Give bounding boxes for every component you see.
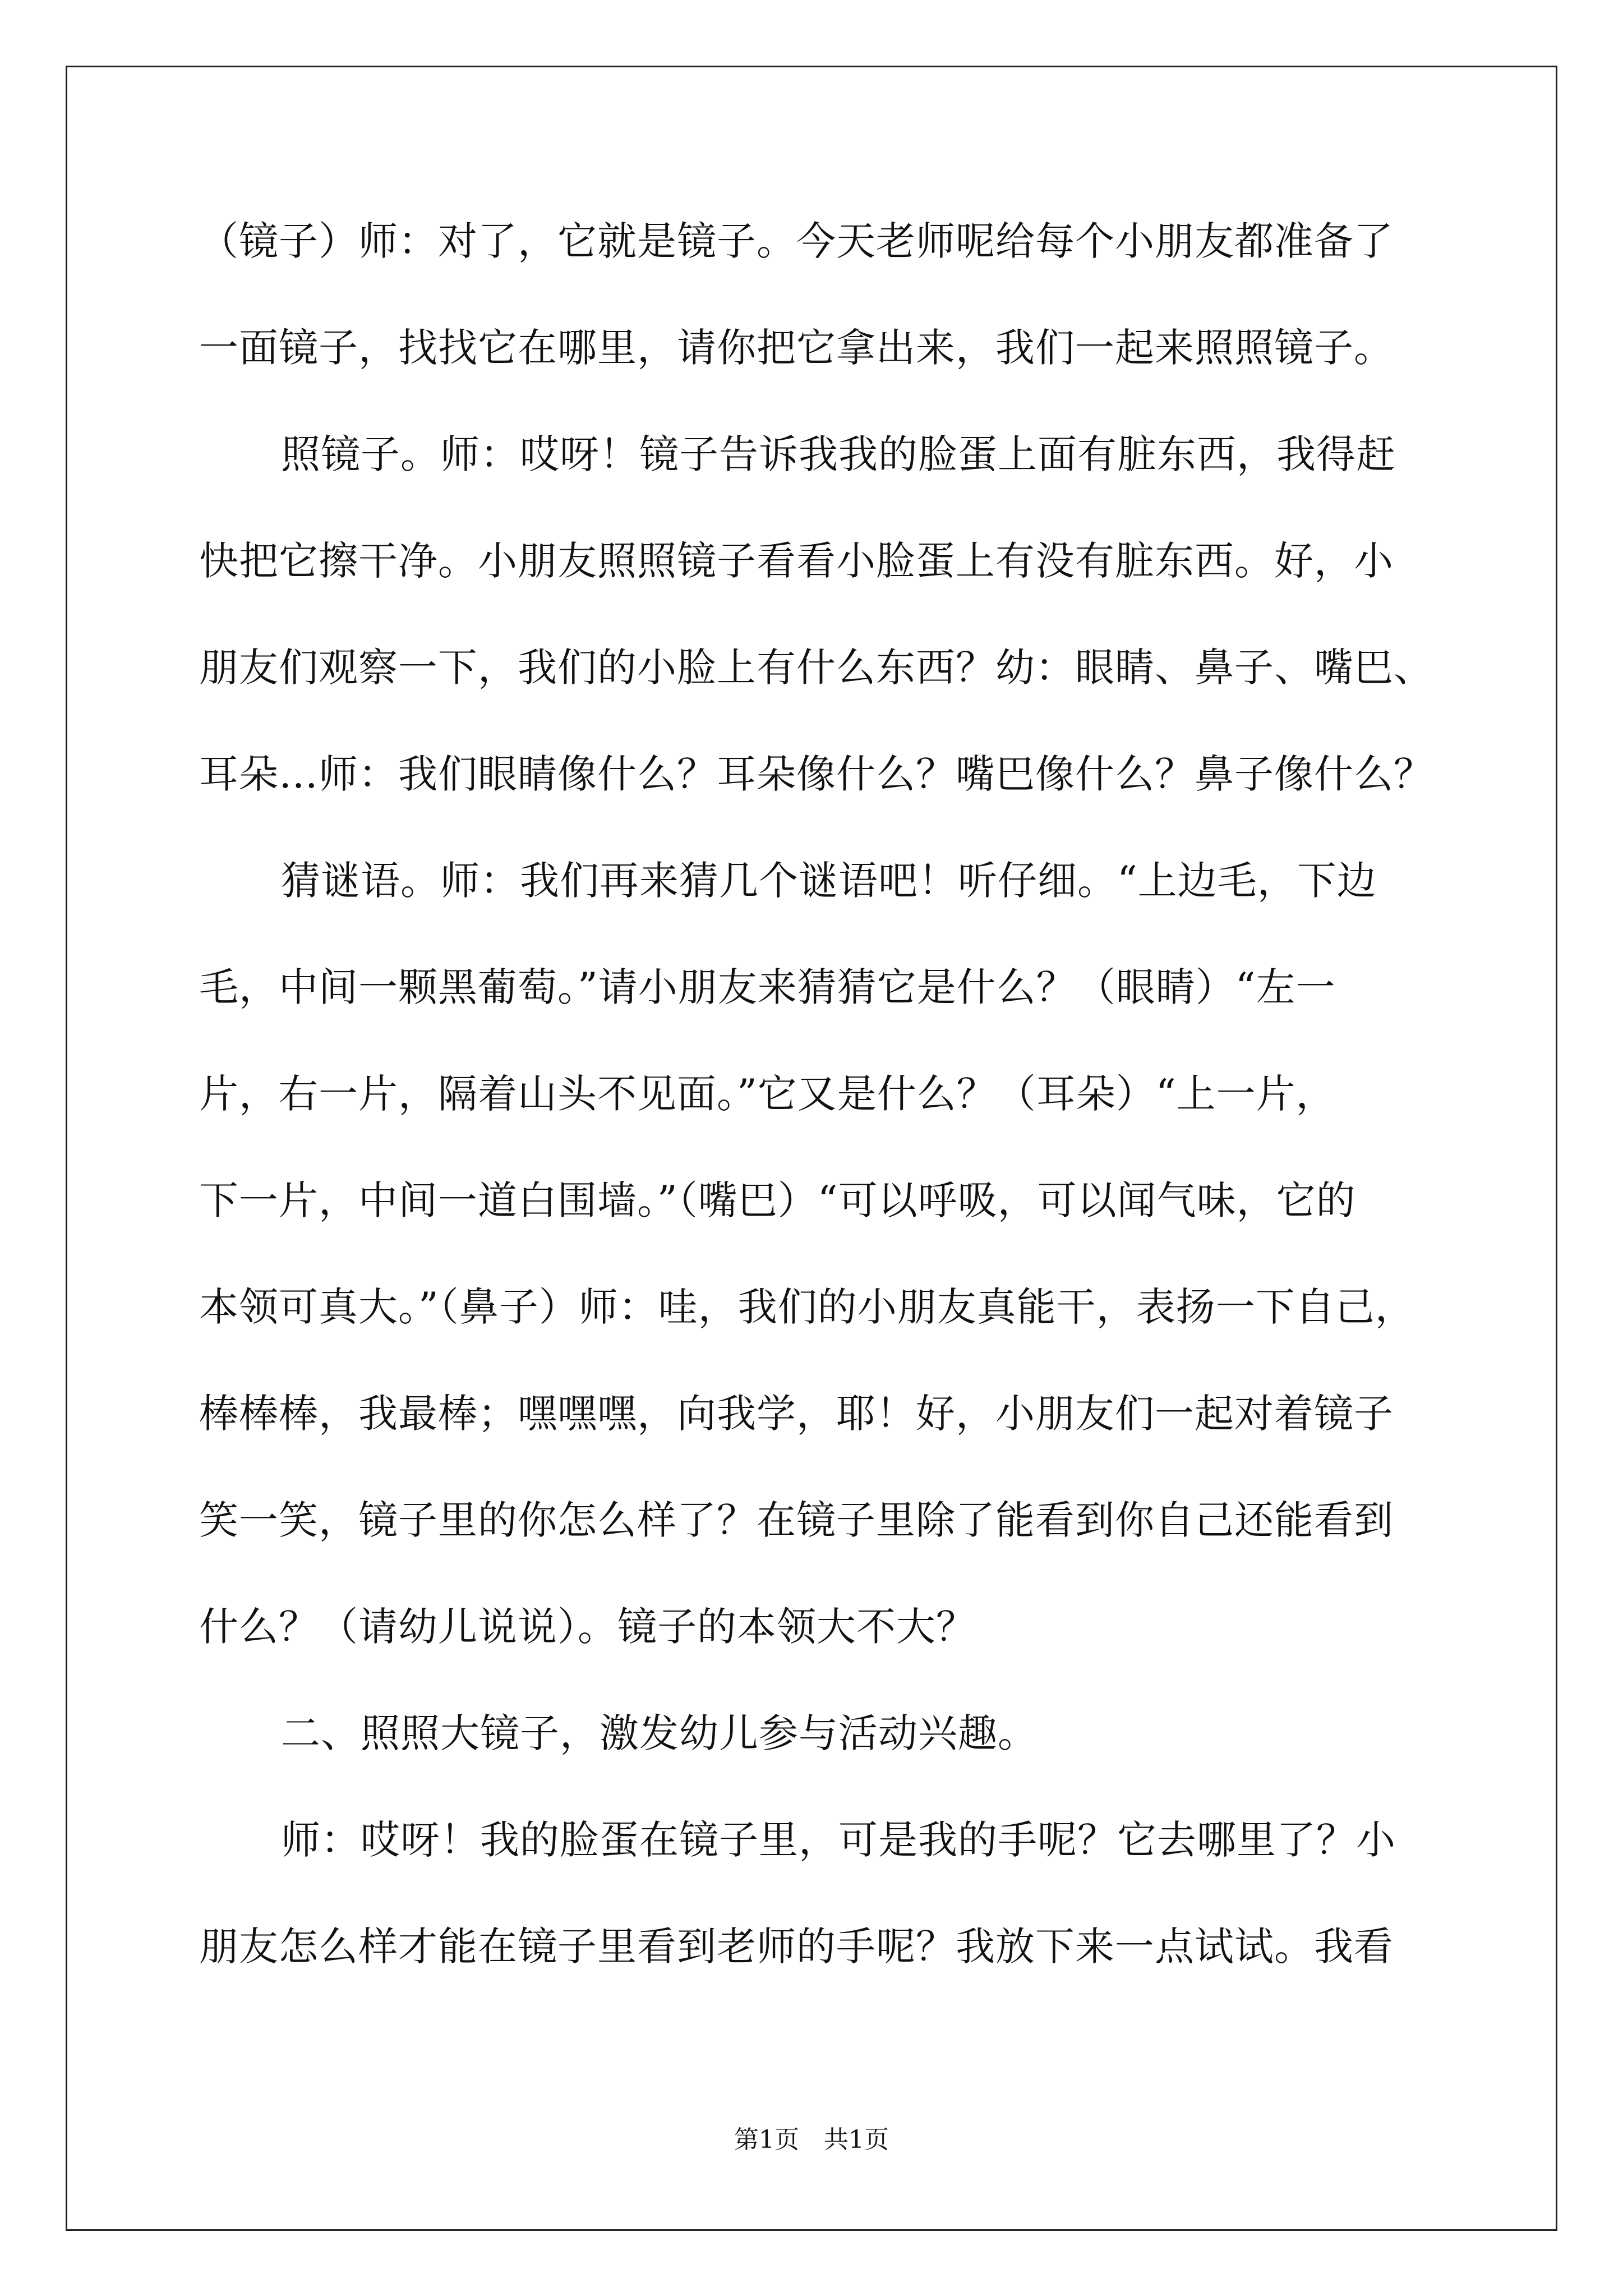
- text-line-7: 猜谜语。师：我们再来猜几个谜语吧！听仔细。“上边毛，下边: [281, 858, 1377, 904]
- text-line-17: 朋友怎么样才能在镜子里看到老师的手呢？我放下来一点试试。我看: [199, 1924, 1394, 1970]
- text-line-1: （镜子）师：对了，它就是镜子。今天老师呢给每个小朋友都准备了: [199, 218, 1394, 264]
- text-line-12: 棒棒棒，我最棒；嘿嘿嘿，向我学，耶！好，小朋友们一起对着镜子: [199, 1391, 1394, 1437]
- text-line-14: 什么？（请幼儿说说）。镜子的本领大不大？: [199, 1604, 976, 1650]
- section-heading: 二、照照大镜子，激发幼儿参与活动兴趣。: [281, 1710, 1038, 1756]
- text-line-5: 朋友们观察一下，我们的小脸上有什么东西？幼：眼睛、鼻子、嘴巴、: [199, 645, 1433, 691]
- text-line-10: 下一片，中间一道白围墙。”（嘴巴）“可以呼吸，可以闻气味，它的: [199, 1177, 1356, 1223]
- text-line-3: 照镜子。师：哎呀！镜子告诉我我的脸蛋上面有脏东西，我得赶: [281, 431, 1396, 477]
- text-line-16: 师：哎呀！我的脸蛋在镜子里，可是我的手呢？它去哪里了？小: [281, 1817, 1396, 1863]
- text-line-2: 一面镜子，找找它在哪里，请你把它拿出来，我们一起来照照镜子。: [199, 325, 1394, 371]
- document-body: [199, 218, 1433, 2033]
- page-footer: 第1页 共1页: [734, 2125, 889, 2154]
- text-line-6: 耳朵…师：我们眼睛像什么？耳朵像什么？嘴巴像什么？鼻子像什么？: [199, 751, 1433, 797]
- text-line-4: 快把它擦干净。小朋友照照镜子看看小脸蛋上有没有脏东西。好，小: [199, 538, 1394, 584]
- text-line-9: 片，右一片，隔着山头不见面。”它又是什么？（耳朵）“上一片，: [199, 1071, 1336, 1117]
- text-line-11: 本领可真大。”（鼻子）师：哇，我们的小朋友真能干，表扬一下自己，: [199, 1284, 1415, 1330]
- text-line-13: 笑一笑，镜子里的你怎么样了？在镜子里除了能看到你自己还能看到: [199, 1497, 1394, 1543]
- text-line-8: 毛，中间一颗黑葡萄。”请小朋友来猜猜它是什么？（眼睛）“左一: [199, 964, 1336, 1010]
